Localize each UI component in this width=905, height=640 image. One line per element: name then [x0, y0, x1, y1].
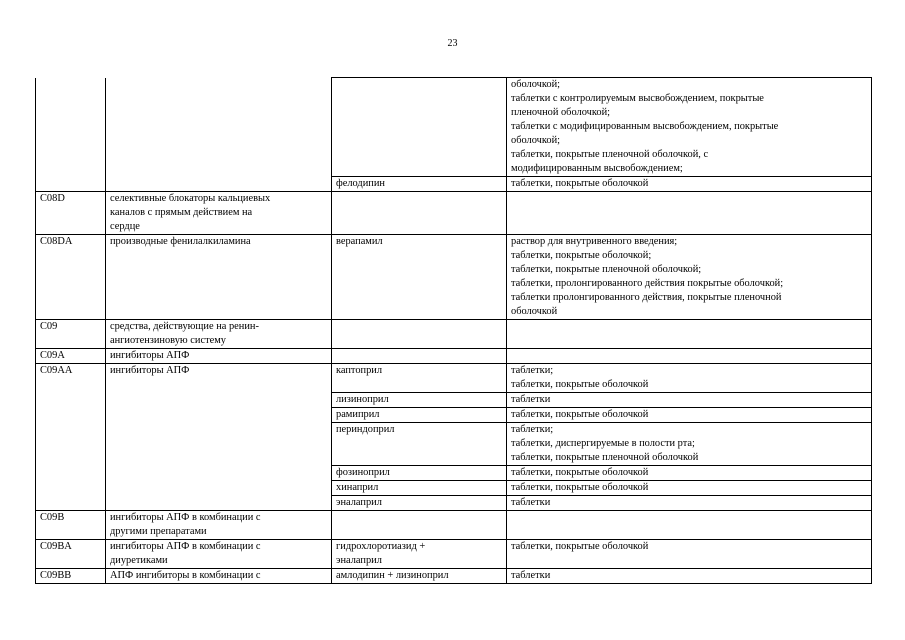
dosage-forms-line: пленочной оболочкой;	[511, 107, 611, 118]
table-row	[36, 466, 872, 481]
dosage-forms-line: раствор для внутривенного введения;	[511, 236, 678, 247]
drug-name-cell	[332, 177, 507, 192]
group-name-line: ингибиторы АПФ	[110, 365, 190, 376]
dosage-forms-line: таблетки	[511, 570, 551, 581]
table-row	[36, 192, 872, 235]
atc-code-line: C09B	[40, 512, 65, 523]
group-name-cell	[106, 569, 332, 584]
group-name-line: селективные блокаторы кальциевых	[110, 193, 271, 204]
group-name-line: другими препаратами	[110, 526, 207, 537]
drug-name-line: амлодипин + лизиноприл	[336, 570, 449, 581]
atc-code-line: C09BB	[40, 570, 72, 581]
drug-name-cell	[332, 496, 507, 511]
dosage-forms-line: таблетки, диспергируемые в полости рта;	[511, 438, 695, 449]
atc-code-cell	[36, 349, 106, 364]
dosage-forms-cell	[507, 408, 872, 423]
group-name-line: ингибиторы АПФ	[110, 350, 190, 361]
group-name-line: АПФ ингибиторы в комбинации с	[110, 570, 261, 581]
dosage-forms-cell	[507, 511, 872, 540]
table-row	[36, 408, 872, 423]
atc-code-cell	[36, 408, 106, 423]
drug-name-cell	[332, 481, 507, 496]
dosage-forms-line: таблетки;	[511, 424, 554, 435]
dosage-forms-line: таблетки, покрытые пленочной оболочкой;	[511, 264, 702, 275]
atc-code-cell	[36, 511, 106, 540]
atc-code-cell	[36, 235, 106, 320]
atc-code-line: C09BA	[40, 541, 72, 552]
dosage-forms-line: таблетки, пролонгированного действия покрытые оболочкой;	[511, 278, 784, 289]
drug-name-line: верапамил	[336, 236, 383, 247]
table-row	[36, 349, 872, 364]
drug-name-cell	[332, 408, 507, 423]
dosage-forms-line: оболочкой;	[511, 79, 561, 90]
dosage-forms-line: таблетки	[511, 394, 551, 405]
group-name-cell	[106, 540, 332, 569]
group-name-cell	[106, 192, 332, 235]
drug-name-line: лизиноприл	[336, 394, 389, 405]
dosage-forms-line: таблетки, покрытые оболочкой	[511, 482, 649, 493]
table-row	[36, 235, 872, 320]
atc-code-line: C08D	[40, 193, 65, 204]
table-row	[36, 481, 872, 496]
group-name-cell	[106, 177, 332, 192]
group-name-line: диуретиками	[110, 555, 168, 566]
atc-code-cell	[36, 364, 106, 393]
drug-name-line: фозиноприл	[336, 467, 390, 478]
dosage-forms-line: оболочкой;	[511, 135, 561, 146]
atc-code-line: C09	[40, 321, 58, 332]
atc-code-line: C09AA	[40, 365, 73, 376]
table-row	[36, 320, 872, 349]
group-name-line: ангиотензиновую систему	[110, 335, 227, 346]
dosage-forms-cell	[507, 235, 872, 320]
dosage-forms-line: таблетки с модифицированным высвобождением, покрытые	[511, 121, 779, 132]
dosage-forms-cell	[507, 540, 872, 569]
dosage-forms-line: таблетки, покрытые пленочной оболочкой, с	[511, 149, 709, 160]
atc-code-cell	[36, 320, 106, 349]
drug-name-cell	[332, 320, 507, 349]
group-name-cell	[106, 511, 332, 540]
group-name-cell	[106, 481, 332, 496]
group-name-line: ингибиторы АПФ в комбинации с	[110, 541, 261, 552]
drug-name-cell	[332, 423, 507, 466]
dosage-forms-line: таблетки, покрытые пленочной оболочкой	[511, 452, 699, 463]
group-name-cell	[106, 349, 332, 364]
atc-code-cell	[36, 466, 106, 481]
table-row	[36, 540, 872, 569]
dosage-forms-cell	[507, 496, 872, 511]
table-row	[36, 364, 872, 393]
dosage-forms-line: таблетки, покрытые оболочкой	[511, 541, 649, 552]
group-name-cell	[106, 320, 332, 349]
drug-name-cell	[332, 192, 507, 235]
atc-code-cell	[36, 177, 106, 192]
drug-name-cell	[332, 569, 507, 584]
group-name-line: производные фенилалкиламина	[110, 236, 251, 247]
drug-name-cell	[332, 393, 507, 408]
dosage-forms-cell	[507, 320, 872, 349]
group-name-cell	[106, 466, 332, 481]
group-name-cell	[106, 78, 332, 177]
dosage-forms-line: таблетки, покрытые оболочкой	[511, 178, 649, 189]
dosage-forms-cell	[507, 177, 872, 192]
dosage-forms-line: таблетки пролонгированного действия, покрытые пленочной	[511, 292, 782, 303]
atc-code-cell	[36, 78, 106, 177]
dosage-forms-line: таблетки с контролируемым высвобождением, покрытые	[511, 93, 764, 104]
table-row	[36, 569, 872, 584]
drug-name-line: эналаприл	[336, 497, 382, 508]
dosage-forms-line: таблетки	[511, 497, 551, 508]
table-row	[36, 177, 872, 192]
atc-code-line: C08DA	[40, 236, 73, 247]
drug-name-cell	[332, 540, 507, 569]
drug-name-cell	[332, 235, 507, 320]
group-name-line: сердце	[110, 221, 140, 232]
dosage-forms-cell	[507, 466, 872, 481]
group-name-cell	[106, 423, 332, 466]
atc-code-cell	[36, 192, 106, 235]
dosage-forms-line: таблетки, покрытые оболочкой	[511, 379, 649, 390]
dosage-forms-cell	[507, 78, 872, 177]
atc-code-cell	[36, 496, 106, 511]
atc-code-cell	[36, 540, 106, 569]
group-name-line: каналов с прямым действием на	[110, 207, 253, 218]
drug-name-cell	[332, 511, 507, 540]
medication-table	[35, 77, 872, 584]
dosage-forms-line: таблетки, покрытые оболочкой	[511, 409, 649, 420]
atc-code-cell	[36, 423, 106, 466]
drug-name-cell	[332, 466, 507, 481]
table-row	[36, 78, 872, 177]
group-name-cell	[106, 235, 332, 320]
drug-name-line: гидрохлоротиазид +	[336, 541, 426, 552]
group-name-cell	[106, 393, 332, 408]
group-name-cell	[106, 408, 332, 423]
drug-name-line: фелодипин	[336, 178, 385, 189]
table-row	[36, 496, 872, 511]
dosage-forms-cell	[507, 349, 872, 364]
group-name-line: средства, действующие на ренин-	[110, 321, 259, 332]
drug-name-line: хинаприл	[336, 482, 379, 493]
drug-name-line: рамиприл	[336, 409, 380, 420]
atc-code-cell	[36, 393, 106, 408]
dosage-forms-cell	[507, 393, 872, 408]
atc-code-cell	[36, 569, 106, 584]
table-row	[36, 511, 872, 540]
dosage-forms-line: таблетки, покрытые оболочкой	[511, 467, 649, 478]
dosage-forms-line: модифицированным высвобождением;	[511, 163, 683, 174]
drug-name-cell	[332, 78, 507, 177]
dosage-forms-cell	[507, 192, 872, 235]
dosage-forms-line: таблетки;	[511, 365, 554, 376]
group-name-line: ингибиторы АПФ в комбинации с	[110, 512, 261, 523]
drug-name-line: периндоприл	[336, 424, 395, 435]
group-name-cell	[106, 496, 332, 511]
group-name-cell	[106, 364, 332, 393]
dosage-forms-cell	[507, 481, 872, 496]
table-row	[36, 393, 872, 408]
dosage-forms-line: оболочкой	[511, 306, 558, 317]
drug-name-cell	[332, 364, 507, 393]
table-row	[36, 423, 872, 466]
dosage-forms-cell	[507, 364, 872, 393]
dosage-forms-cell	[507, 423, 872, 466]
drug-name-cell	[332, 349, 507, 364]
atc-code-cell	[36, 481, 106, 496]
drug-name-line: эналаприл	[336, 555, 382, 566]
dosage-forms-cell	[507, 569, 872, 584]
drug-name-line: каптоприл	[336, 365, 383, 376]
dosage-forms-line: таблетки, покрытые оболочкой;	[511, 250, 652, 261]
page-number: 23	[447, 38, 458, 49]
atc-code-line: C09A	[40, 350, 65, 361]
